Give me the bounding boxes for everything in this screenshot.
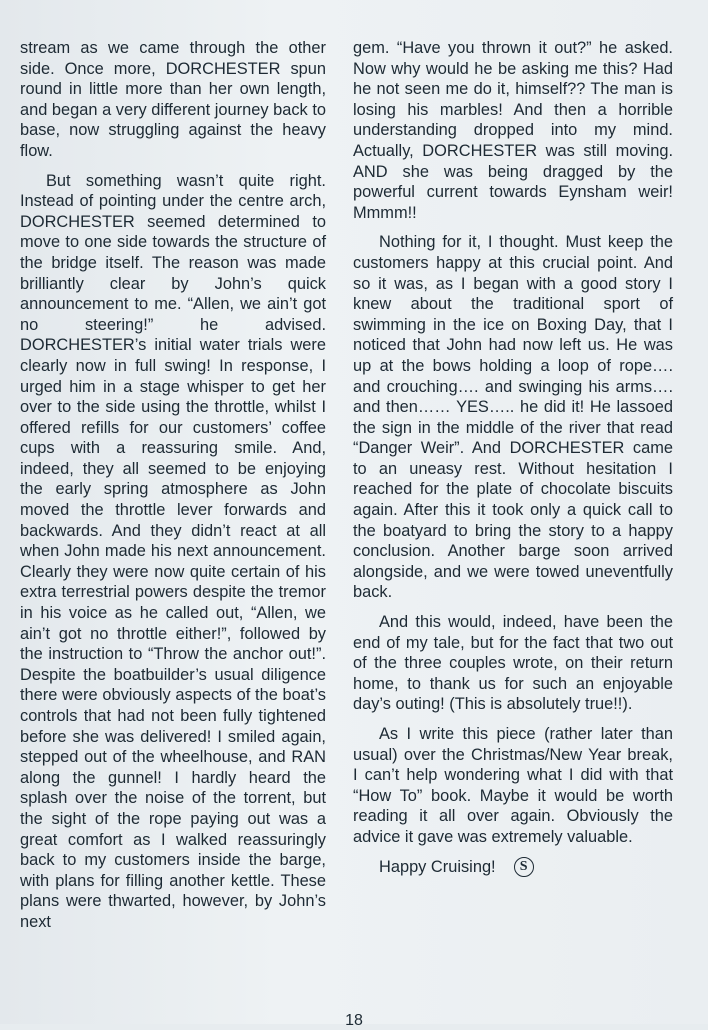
paragraph: As I write this piece (rather later than usual) over the Christmas/New Year break, I can’t help wondering what I did with that “How To” book. Maybe it would be worth reading it all over again. Obviously the advice it gave was extremely valuable. [353, 725, 673, 846]
end-mark-logo-icon: S [514, 857, 534, 877]
left-column [20, 38, 326, 942]
paragraph: But something wasn’t quite right. Instead of pointing under the centre arch, DORCHESTER seemed determined to move to one side towards the structure of the bridge itself. The reason was made brilliantly clear by John’s quick announcement to me. “Allen, we ain’t got no steering!” he advised. DORCHESTER’s initial water trials were clearly now in full swing! In response, I urged him in a stage whisper to get her over to the side using the throttle, whilst I offered refills for our customers’ coffee cups with a reassuring smile. And, indeed, they all seemed to be enjoying the early spring atmosphere as John moved the throttle lever forwards and backwards. And they didn’t react at all when John made his next announcement. Clearly they were now quite certain of his extra terrestrial powers despite the tremor in his voice as he called out, “Allen, we ain’t got no throttle either!”, followed by the instruction to “Throw the anchor out!”. Despite the boatbuilder’s usual diligence there were obviously aspects of the boat’s controls that had not been fully tightened before she was delivered! I smiled again, stepped out of the wheelhouse, and RAN along the gunnel! I hardly heard the splash over the noise of the torrent, but the sight of the rope paying out was a great comfort as I walked reassuringly back to my customers inside the barge, with plans for filling another kettle. These plans were thwarted, however, by John’s next [20, 171, 326, 931]
paragraph: gem. “Have you thrown it out?” he asked. Now why would he be asking me this? Had he not seen me do it, himself?? The man is losing his marbles! And then a horrible understanding dropped into my mind. Actually, DORCHESTER was still moving. AND she was being dragged by the powerful current towards Eynsham weir! Mmmm!! [353, 39, 673, 222]
paragraph: And this would, indeed, have been the end of my tale, but for the fact that two out of the three couples wrote, on their return home, to thank us for such an enjoyable day’s outing! (This is absolutely true!!). [353, 613, 673, 714]
sign-off [353, 857, 673, 878]
sign-off-text: Happy Cruising! [379, 857, 496, 876]
page-number: 18 [345, 1012, 363, 1029]
paragraph: stream as we came through the other side. Once more, DORCHESTER spun round in little more than her own length, and began a very different journey back to base, now struggling against the heavy flow. [20, 39, 326, 160]
paragraph: Nothing for it, I thought. Must keep the customers happy at this crucial point. And so it was, as I began with a good story I knew about the traditional sport of swimming in the ice on Boxing Day, that I noticed that John had now left us. He was up at the bows holding a loop of rope…. and crouching…. and swinging his arms…. and then…… YES….. he did it! He lassoed the sign in the middle of the river that read “Danger Weir”. And DORCHESTER came to an uneasy rest. Without hesitation I reached for the plate of chocolate biscuits again. After this it took only a quick call to the boatyard to bring the story to a happy conclusion. Another barge soon arrived alongside, and we were towed uneventfully back. [353, 233, 673, 602]
right-column [353, 38, 673, 877]
